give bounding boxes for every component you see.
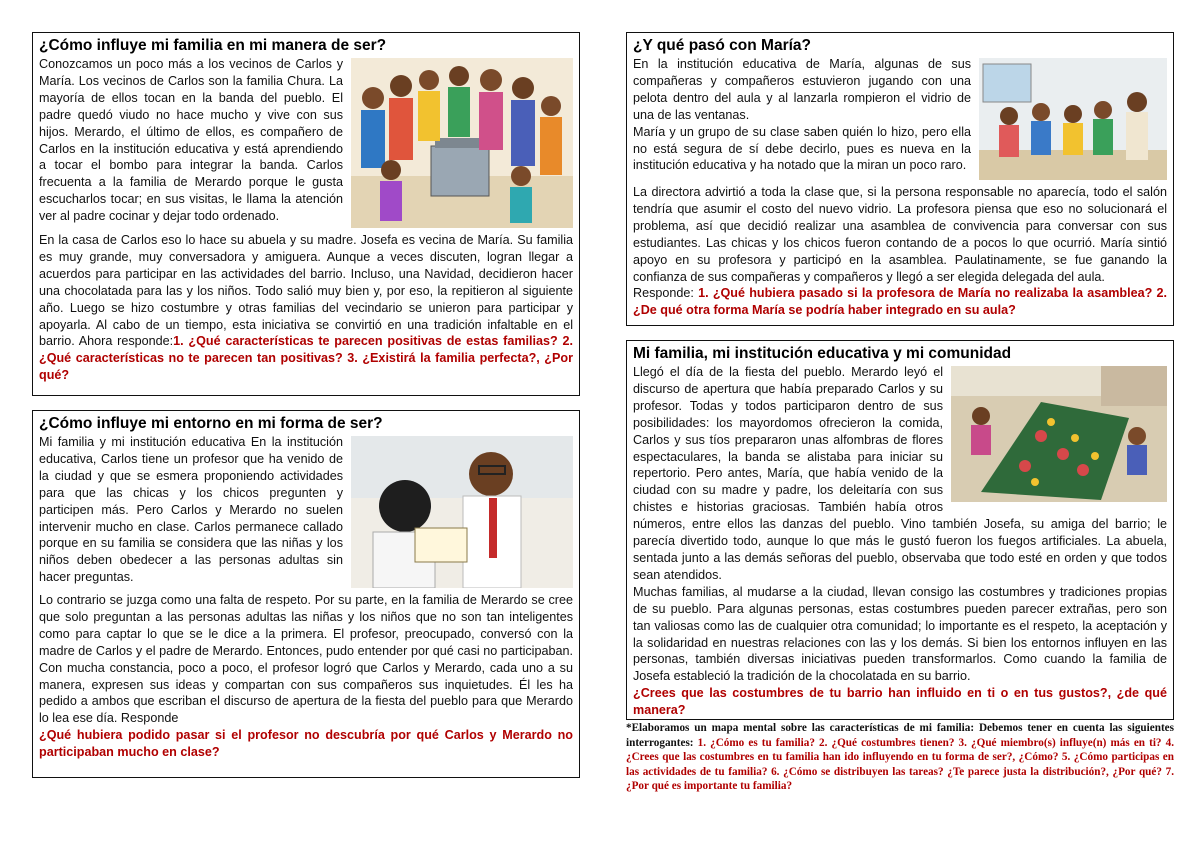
- section-family-influence: [32, 32, 580, 396]
- section-environment-influence-paragraph-2: Lo contrario se juzga como una falta de respeto. Por su parte, en la familia de Merardo se cree que solo preguntan a las personas adultas las niñas y los niños que no son tan inteligentes como para captar lo que se le dice a la primera. El profesor, preocupado, conversó con la madre de Carlos y el padre de Merardo. Entonces, pudo entender por qué casi no participaban. Con mucha constancia, poco a poco, el profesor logró que Carlos y Merardo, cada uno a su manera, expresen sus ideas y compartan con sus compañeros sus inquietudes. Él les ha pedido a ambos que escriban el discurso de apertura de la fiesta del pueblo para que Merardo lo lea ese día. Responde: [39, 593, 573, 726]
- section-maria-respond-label: Responde:: [633, 286, 694, 301]
- family-band-illustration: [351, 58, 573, 228]
- section-maria-paragraph-1: En la institución educativa de María, algunas de sus compañeras y compañeros estuvieron jugando con una pelota dentro del aula y al lanzarla rompieron el vidrio de una de las ventanas.: [633, 57, 971, 122]
- teacher-student-illustration: [351, 436, 573, 588]
- section-family-influence-paragraph-1: Conozcamos un poco más a los vecinos de Carlos y María. Los vecinos de Carlos son la familia Chura. La mayoría de ellos tocan en la banda del pueblo. El padre quedó viudo no hace mucho y vive con sus hijos. Merardo, el último de ellos, es compañero de Carlos en la institución educativa y está aprendiendo a tocar el bombo para integrar la banda. Carlos frecuenta a la familia de Merardo porque le gusta escucharlos tocar; en sus visitas, le llama la atención ver al padre cocinar y dejar todo ordenado.: [39, 57, 343, 224]
- section-family-influence-paragraph-2: [39, 232, 573, 384]
- section-community: [626, 340, 1174, 720]
- section-family-influence-questions: 1. ¿Qué características te parecen positivas de estas familias? 2. ¿Qué características no te parecen tan positivas? 3. ¿Existirá la familia perfecta?, ¿Por qué?: [39, 334, 574, 383]
- mind-map-note-questions: 1. ¿Cómo es tu familia? 2. ¿Qué costumbres tienen? 3. ¿Qué miembro(s) influye(n) más en ti? 4. ¿Crees que las costumbres en tu familia han ido influyendo en tu forma de ser?, ¿Cómo? 5. ¿Cómo participas en las actividades de tu familia? 6. ¿Cómo se distribuyen las tareas? ¿Te parece justa la distribución?, ¿Por qué? 7. ¿Por qué es importante tu familia?: [626, 736, 1175, 793]
- section-family-influence-title: ¿Cómo influye mi familia en mi manera de ser?: [39, 37, 387, 54]
- section-maria-questions-line: [633, 285, 1167, 319]
- section-environment-influence-question: ¿Qué hubiera podido pasar si el profesor no descubría por qué Carlos y Merardo no participaban mucho en clase?: [39, 728, 573, 760]
- section-maria-paragraph-3: La directora advirtió a toda la clase que, si la persona responsable no aparecía, todo el salón tendría que asumir el costo del nuevo vidrio. La profesora piensa que eso no solucionará el problema, así que decidió realizar una asamblea de convivencia para conversar con sus estudiantes. Las chicas y los chicos fueron contando de a pocos lo que ocurrió. María sintió apoyo en su profesora y participó en la asamblea. Paulatinamente, se fue ganando la confianza de sus compañeras y compañeros y llegó a ser elegida delegada del aula.: [633, 185, 1167, 284]
- section-maria: [626, 32, 1174, 326]
- section-family-influence-paragraph-2-text: En la casa de Carlos eso lo hace su abuela y su madre. Josefa es vecina de María. Su familia es muy grande, muy conversadora y amiguera. Aunque a veces discuten, logran llegar a acuerdos para participar en las actividades del barrio. Incluso, una Navidad, decidieron hacer una chocolatada para las y los niños. Todo salió muy bien y, por eso, la repitieron al siguiente año. Luego se hizo costumbre y otras familias del vecindario se unieron para participar y apoyarla. Al cabo de un tiempo, esta iniciativa se convirtió en una tradición infaltable en el barrio. Ahora responde:: [39, 233, 573, 349]
- classroom-assembly-illustration: [979, 58, 1167, 180]
- section-environment-influence-paragraph-1: Mi familia y mi institución educativa En la institución educativa, Carlos tiene un profesor que ha venido de la ciudad y que se esmera proponiendo actividades para que las chicas y los chicos pregunten y participen más. Pero Carlos y Merardo no suelen intervenir mucho en clase. Carlos permanece callado porque en su familia se considera que las niñas y los niños deben obedecer a las personas adultas sin hacer preguntas.: [39, 435, 343, 585]
- section-maria-paragraph-2: María y un grupo de su clase saben quién lo hizo, pero ella no está segura de sí debe decirlo, pues es nueva en la institución educativa y ha notado que la miran un poco raro.: [633, 124, 971, 173]
- flower-carpet-illustration: [951, 366, 1167, 502]
- section-community-question: ¿Crees que las costumbres de tu barrio han influido en ti o en tus gustos?, ¿de qué manera?: [633, 686, 1167, 718]
- section-environment-influence: [32, 410, 580, 778]
- mind-map-note: [626, 721, 1174, 794]
- section-maria-questions: 1. ¿Qué hubiera pasado si la profesora de María no realizaba la asamblea? 2. ¿De qué otra forma María se podría haber integrado en su aula?: [633, 286, 1168, 318]
- section-maria-title: ¿Y qué pasó con María?: [633, 37, 812, 54]
- section-environment-influence-title: ¿Cómo influye mi entorno en mi forma de ser?: [39, 415, 383, 432]
- mind-map-note-intro: *Elaboramos un mapa mental sobre las características de mi familia: Debemos tener en cuenta las siguientes interrogantes:: [626, 722, 1174, 749]
- section-community-paragraph-1: Llegó el día de la fiesta del pueblo. Merardo leyó el discurso de apertura que había preparado Carlos y su profesor. Todas y todos participaron dentro de sus posibilidades: los mayordomos ofrecieron la comida, Carlos y sus tíos prepararon unas alfombras de flores espectaculares, la banda se alistaba para iniciar su repertorio. Pero antes, María, que había venido de la ciudad con su madre y padre, los deleitaría con sus chistes e historias graciosas. También había otros números, entre ellos las danzas del pueblo. Vino también Josefa, su amiga del barrio; le parecía divertido todo, aunque lo que más le gustó fueron los fuegos artificiales. La abuela, sentada junto a las demás señoras del pueblo, observaba que todo esté en orden y que todos sean atendidos.: [633, 365, 1167, 582]
- section-community-paragraph-2: Muchas familias, al mudarse a la ciudad, llevan consigo las costumbres y tradiciones propias de su pueblo. Para algunas personas, estas costumbres pueden parecer extrañas, pero son tan valiosas como las de cualquier otra comunidad; lo importante es el respeto, la aceptación y la solidaridad en nuestras relaciones con las y los demás. Si bien los entornos influyen en las personas, también diversas iniciativas pueden transformarlos. Como cuando la familia de Josefa estableció la tradición de la chocolatada en su barrio.: [633, 584, 1167, 684]
- section-community-title: Mi familia, mi institución educativa y mi comunidad: [633, 345, 1012, 362]
